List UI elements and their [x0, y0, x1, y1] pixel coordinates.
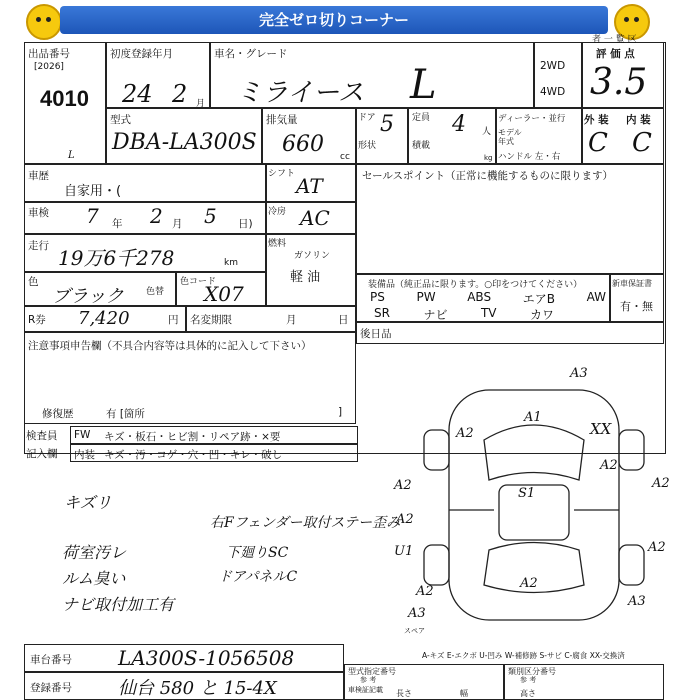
shift-label: シフト [268, 169, 296, 179]
displacement-value: 660 [282, 132, 324, 157]
inspection-year: 7 [86, 204, 99, 228]
model-year-label: モデル年式 [498, 128, 522, 146]
note-7: ドアパネルC [218, 569, 298, 585]
warranty-value: 有・無 [620, 300, 653, 313]
damage-mark-a2-3: A2 [394, 478, 412, 493]
inspector-note-label: 記入欄 [26, 448, 58, 460]
height-label: 高さ [520, 689, 536, 698]
shape-label: 形状 [358, 141, 377, 151]
color-change-label: 色替 [146, 287, 165, 297]
notes-title: 注意事項申告欄（不具合内容等は具体的に記入して下さい） [28, 340, 312, 352]
drive-2wd: 2WD [540, 60, 566, 72]
equipment-abs: ABS [467, 290, 492, 304]
color-value: ブラック [52, 286, 124, 307]
chassis-label: 車台番号 [30, 654, 72, 666]
capacity-value: 4 [452, 112, 466, 137]
damage-mark-a2-1: A2 [456, 426, 474, 441]
lot-number: 4010 [40, 86, 89, 111]
banner-title: 完全ゼロ切りコーナー [60, 6, 608, 34]
damage-mark-a2-7: A2 [416, 584, 434, 599]
car-grade: L [410, 62, 437, 108]
warranty-label: 新車保証書 [612, 279, 652, 288]
kg-unit: kg [484, 154, 493, 162]
damage-mark-u1: U1 [394, 544, 414, 559]
exterior-label: 外 装 [584, 114, 609, 126]
damage-mark-a2-2: A2 [600, 458, 618, 473]
equipment-title: 装備品（純正品に限ります。○印をつけてください） [368, 280, 583, 290]
reg-month-unit: 月 [196, 99, 206, 109]
type-cert-reference: 参 考 [360, 676, 377, 684]
inspection-day: 5 [204, 204, 217, 228]
fw-label: FW [74, 429, 91, 441]
damage-mark-a1: A1 [524, 410, 542, 425]
length-label: 長さ [396, 689, 412, 698]
door-value: 5 [380, 112, 394, 137]
equipment-sr: SR [374, 306, 390, 320]
yen-unit: 円 [168, 314, 179, 326]
cc-unit: cc [340, 152, 350, 162]
name-change-day: 日 [338, 314, 349, 326]
reg-label: 初度登録年月 [110, 48, 173, 60]
mark-l: L [68, 150, 75, 161]
handle-label: ハンドル 左・右 [498, 152, 561, 162]
repair-close: ] [338, 406, 343, 418]
fuel-diesel: 軽 油 [290, 270, 321, 285]
vehicle-cert-label: 車検証記載 [348, 686, 383, 694]
equipment-row1 [370, 290, 606, 307]
mascot-left-icon [26, 4, 62, 40]
name-change-month: 月 [286, 314, 297, 326]
equipment-leather: カワ [529, 308, 554, 322]
name-label: 車名・グレード [214, 48, 288, 60]
wheel-rear-left [424, 545, 449, 585]
reg-number-label: 登録番号 [30, 682, 72, 694]
damage-mark-xx: XX [590, 420, 612, 438]
recycle-value: 7,420 [78, 308, 130, 329]
lot-label: 出品番号 [28, 48, 70, 60]
score-value: 3.5 [590, 62, 648, 103]
color-code-label: 色コード [180, 277, 217, 287]
note-3: ルム臭い [62, 569, 126, 588]
reg-year: 24 [122, 80, 153, 108]
dealer-label: ディーラー・並行 [498, 114, 566, 124]
repair-value: 有 [箇所 [106, 408, 145, 420]
note-6: 下廻りSC [226, 545, 289, 561]
interior-label: 内 装 [626, 114, 651, 126]
damage-mark-a2-6: A2 [648, 540, 666, 555]
spare-label: スペア [404, 627, 425, 635]
load-label: 積載 [412, 141, 431, 151]
rear-items-label: 後日品 [360, 328, 392, 340]
interior-score: C [632, 128, 652, 158]
interior-row-label: 内装 [74, 449, 95, 461]
name-change-label: 名変期限 [190, 314, 232, 326]
history-label: 車歴 [28, 170, 49, 182]
damage-mark-s1: S1 [518, 486, 536, 501]
reg-month: 2 [172, 80, 188, 108]
damage-legend: A-キズ E-エクボ U-凹み W-補修跡 S-サビ C-腐食 XX-交換済 [422, 651, 625, 660]
fw-items: キズ・板石・ヒビ割・リペア跡・×要 [104, 431, 281, 443]
fuel-label: 燃料 [268, 239, 287, 249]
recycle-label: R券 [28, 314, 46, 326]
shift-value: AT [296, 174, 323, 198]
ac-label: 冷房 [268, 207, 287, 217]
color-code-value: X07 [204, 282, 244, 306]
capacity-label: 定員 [412, 113, 431, 123]
width-label: 幅 [460, 689, 468, 698]
damage-mark-a3-top: A3 [570, 366, 588, 381]
drive-box [534, 42, 582, 108]
damage-mark-a3-br: A3 [628, 594, 646, 609]
color-label: 色 [28, 276, 39, 288]
reg-number-value: 仙台 580 と 15-4X [118, 678, 277, 699]
km-unit: km [224, 258, 238, 268]
model-label: 型式 [110, 114, 131, 126]
inspection-box [24, 202, 266, 234]
inspection-month-unit: 月 [172, 218, 183, 230]
history-box [24, 164, 266, 202]
equipment-ps: PS [370, 290, 385, 304]
damage-mark-a2-5: A2 [396, 512, 414, 527]
inspection-year-unit: 年 [112, 218, 123, 230]
note-5: 右Fフェンダー取付ステー歪み [210, 515, 401, 531]
equipment-navi: ナビ [423, 308, 448, 322]
inspector-label: 検査員 [26, 430, 58, 442]
person-unit: 人 [482, 127, 492, 137]
equipment-airbag: エアB [522, 292, 555, 306]
ac-value: AC [300, 206, 330, 230]
equipment-tv: TV [480, 306, 497, 320]
top-right-note: 者 一 覧 区 [592, 35, 637, 45]
damage-mark-a3-bl: A3 [408, 606, 426, 621]
inspection-month: 2 [150, 204, 163, 228]
model-value: DBA-LA300S [112, 130, 257, 155]
note-2: 荷室汚レ [62, 543, 127, 562]
displacement-label: 排気量 [266, 114, 298, 126]
equipment-row2 [374, 306, 554, 323]
type-cert-label: 型式指定番号 [348, 667, 396, 676]
class-label: 類別区分番号 [508, 667, 556, 676]
door-label: ドア [358, 113, 376, 123]
note-4: ナビ取付加工有 [62, 595, 175, 614]
class-reference: 参 考 [520, 676, 537, 684]
wheel-front-left [424, 430, 449, 470]
history-value: 自家用・( [64, 184, 122, 199]
windshield [484, 425, 584, 480]
chassis-value: LA300S-1056508 [118, 646, 295, 670]
sales-point-title: セールスポイント（正常に機能するものに限ります） [362, 170, 614, 182]
wheel-front-right [619, 430, 644, 470]
repair-label: 修復歴 [42, 408, 74, 420]
exterior-score: C [588, 128, 608, 158]
lot-year: [2026] [34, 62, 64, 72]
fuel-gasoline: ガソリン [294, 251, 331, 261]
equipment-pw: PW [416, 290, 436, 304]
equipment-aw: AW [586, 290, 606, 304]
drive-4wd: 4WD [540, 86, 566, 98]
rear-items-box [356, 322, 664, 344]
car-name: ミライース [236, 78, 364, 108]
mileage-label: 走行 [28, 240, 49, 252]
note-1: キズリ [64, 493, 112, 512]
interior-items: キズ・汚・コゲ・穴・凹・キレ・破し [104, 449, 283, 461]
inspection-label: 車検 [28, 207, 49, 219]
inspection-day-unit: 日) [238, 218, 253, 230]
wheel-rear-right [619, 545, 644, 585]
score-label: 評 価 点 [596, 48, 635, 60]
damage-mark-a2-4: A2 [652, 476, 670, 491]
damage-mark-a2-8: A2 [520, 576, 538, 591]
mileage-value: 19万6千278 [58, 246, 175, 270]
